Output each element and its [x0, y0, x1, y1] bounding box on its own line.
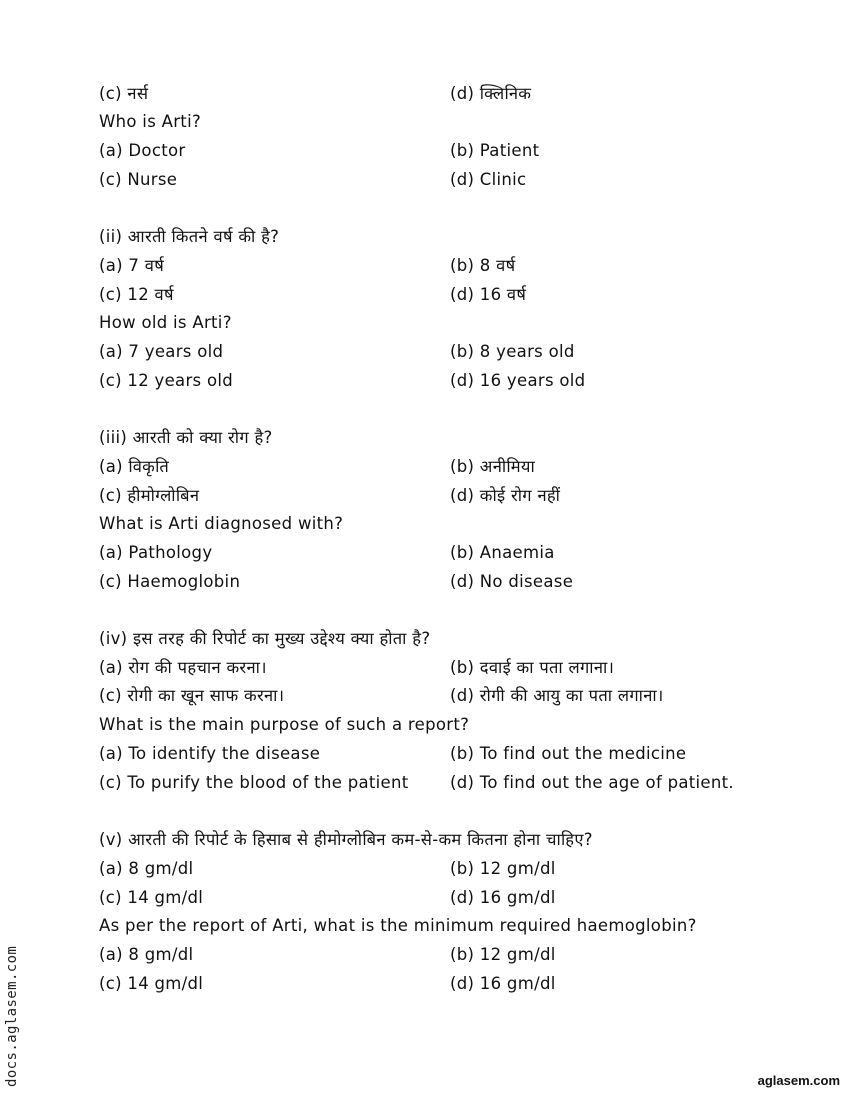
q4-option-a-hindi: (a) रोग की पहचान करना।	[99, 658, 267, 677]
q1-question-english: Who is Arti?	[99, 112, 202, 131]
q3-option-b-hindi: (b) अनीमिया	[450, 457, 536, 476]
q4-option-c-english: (c) To purify the blood of the patient	[99, 773, 409, 792]
q3-option-a-english: (a) Pathology	[99, 543, 213, 562]
q4-option-a-english: (a) To identify the disease	[99, 744, 321, 763]
q2-option-b-english: (b) 8 years old	[450, 342, 575, 361]
q5-option-c-hindi: (c) 14 gm/dl	[99, 888, 204, 907]
side-watermark: docs.aglasem.com	[4, 945, 20, 1087]
q3-option-c-hindi: (c) हीमोग्लोबिन	[99, 486, 200, 505]
q1-option-c-hindi: (c) नर्स	[99, 84, 149, 103]
q1-option-d-hindi: (d) क्लिनिक	[450, 84, 532, 103]
q5-option-b-english: (b) 12 gm/dl	[450, 945, 556, 964]
q4-question-hindi: (iv) इस तरह की रिपोर्ट का मुख्य उद्देश्य क्या होता है?	[99, 629, 431, 648]
q3-option-b-english: (b) Anaemia	[450, 543, 555, 562]
q2-option-d-hindi: (d) 16 वर्ष	[450, 285, 527, 304]
q1-option-b-english: (b) Patient	[450, 141, 540, 160]
q3-question-english: What is Arti diagnosed with?	[99, 514, 344, 533]
q4-question-english: What is the main purpose of such a report?	[99, 715, 470, 734]
q4-option-d-english: (d) To find out the age of patient.	[450, 773, 734, 792]
q3-option-c-english: (c) Haemoglobin	[99, 572, 241, 591]
q2-option-a-hindi: (a) 7 वर्ष	[99, 256, 165, 275]
q2-option-b-hindi: (b) 8 वर्ष	[450, 256, 516, 275]
q5-option-c-english: (c) 14 gm/dl	[99, 974, 204, 993]
q3-option-a-hindi: (a) विकृति	[99, 457, 170, 476]
q2-question-english: How old is Arti?	[99, 313, 232, 332]
q5-option-a-english: (a) 8 gm/dl	[99, 945, 194, 964]
q2-option-a-english: (a) 7 years old	[99, 342, 224, 361]
q5-option-a-hindi: (a) 8 gm/dl	[99, 859, 194, 878]
footer-brand: aglasem.com	[757, 1073, 840, 1088]
q5-option-d-hindi: (d) 16 gm/dl	[450, 888, 556, 907]
q1-option-c-english: (c) Nurse	[99, 170, 178, 189]
q4-option-b-english: (b) To find out the medicine	[450, 744, 687, 763]
q3-question-hindi: (iii) आरती को क्या रोग है?	[99, 428, 273, 447]
q1-option-a-english: (a) Doctor	[99, 141, 186, 160]
q5-option-d-english: (d) 16 gm/dl	[450, 974, 556, 993]
q4-option-d-hindi: (d) रोगी की आयु का पता लगाना।	[450, 686, 664, 705]
q2-option-d-english: (d) 16 years old	[450, 371, 586, 390]
q5-question-hindi: (v) आरती की रिपोर्ट के हिसाब से हीमोग्लोबिन कम-से-कम कितना होना चाहिए?	[99, 830, 593, 849]
q3-option-d-hindi: (d) कोई रोग नहीं	[450, 486, 561, 505]
q4-option-c-hindi: (c) रोगी का खून साफ करना।	[99, 686, 285, 705]
q3-option-d-english: (d) No disease	[450, 572, 574, 591]
q2-option-c-hindi: (c) 12 वर्ष	[99, 285, 174, 304]
q1-option-d-english: (d) Clinic	[450, 170, 527, 189]
q5-question-english: As per the report of Arti, what is the minimum required haemoglobin?	[99, 916, 697, 935]
q4-option-b-hindi: (b) दवाई का पता लगाना।	[450, 658, 615, 677]
q2-question-hindi: (ii) आरती कितने वर्ष की है?	[99, 227, 280, 246]
q2-option-c-english: (c) 12 years old	[99, 371, 234, 390]
q5-option-b-hindi: (b) 12 gm/dl	[450, 859, 556, 878]
